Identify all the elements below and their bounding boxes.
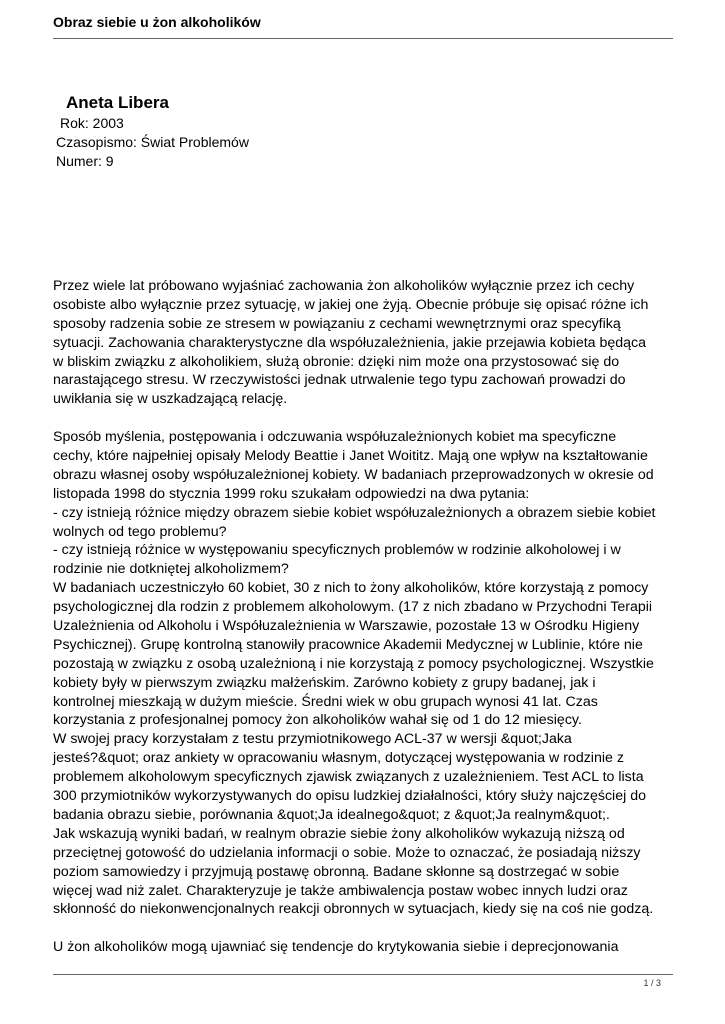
- body-line: kontrolnej mieszkają w dużym mieście. Średni wiek w obu grupach wynosi 41 lat. Czas: [53, 693, 598, 710]
- body-line: poziom samowiedzy i przyjmują postawę obronną. Badane skłonne są dostrzegać w sobie: [53, 863, 620, 880]
- year-label: Rok: 2003: [60, 115, 124, 131]
- body-line: psychologicznej dla rodzin z problemem alkoholowym. (17 z nich zbadano w Przychodni Terapii: [53, 599, 653, 616]
- page-footer: [53, 974, 673, 988]
- author-name: Aneta Libera: [66, 93, 169, 112]
- body-line: wolnych od tego problemu?: [53, 523, 227, 540]
- body-line: sytuacji. Zachowania charakterystyczne dla współuzależnienia, jakie przejawia kobieta będąca: [53, 334, 647, 351]
- body-line: W swojej pracy korzystałam z testu przymiotnikowego ACL-37 w wersji &quot;Jaka: [53, 731, 572, 748]
- body-line: uwikłania się w uszkadzającą relację.: [53, 391, 288, 408]
- body-line: osobiste albo wyłącznie przez sytuację, w jakiej one żyją. Obecnie próbuje się opisać różne ich: [53, 296, 649, 313]
- body-line: Przez wiele lat próbowano wyjaśniać zachowania żon alkoholików wyłącznie przez ich cechy: [53, 278, 635, 294]
- body-line: 300 przymiotników wykorzystywanych do opisu ludzkiej działalności, który służy najczęściej do: [53, 788, 646, 805]
- body-line: jesteś?&quot; oraz ankiety w opracowaniu własnym, dotyczącej występowania w rodzinie z: [53, 750, 624, 767]
- document-title: Obraz siebie u żon alkoholików: [53, 14, 261, 30]
- body-line: Jak wskazują wyniki badań, w realnym obrazie siebie żony alkoholików wykazują niższą od: [53, 825, 625, 842]
- body-line: - czy istnieją różnice między obrazem siebie kobiet współuzależnionych a obrazem siebie kobiet: [53, 504, 656, 521]
- body-line: Psychicznej). Grupę kontrolną stanowiły pracownice Akademii Medycznej w Lublinie, które nie: [53, 636, 643, 653]
- body-line: problemem alkoholowym specyficznych zjawisk związanych z uzależnieniem. Test ACL to lista: [53, 769, 644, 786]
- paragraph-break: [53, 409, 675, 428]
- body-line: narastającego stresu. W rzeczywistości jednak utrwalenie tego typu zachowań prowadzi do: [53, 372, 626, 389]
- body-line: - czy istnieją różnice w występowaniu specyficznych problemów w rodzinie alkoholowej i w: [53, 542, 621, 559]
- body-line: korzystania z profesjonalnej pomocy żon alkoholików wahał się od 1 do 12 miesięcy.: [53, 712, 582, 729]
- body-line: listopada 1998 do stycznia 1999 roku szukałam odpowiedzi na dwa pytania:: [53, 485, 530, 502]
- article-meta: [56, 114, 249, 171]
- article-body: [53, 277, 675, 957]
- body-line: sposoby radzenia sobie ze stresem w powiązaniu z cechami wewnętrznymi oraz specyfiką: [53, 315, 621, 332]
- body-line: obrazu własnej osoby współuzależnionej kobiety. W badaniach przeprowadzonych w okresie od: [53, 466, 654, 483]
- body-line: rodzinie nie dotkniętej alkoholizmem?: [53, 561, 289, 578]
- page-number: 1 / 3: [643, 978, 661, 988]
- body-line: więcej wad niż zalet. Charakteryzuje je także ambiwalencja postaw wobec innych ludzi oraz: [53, 882, 628, 899]
- issue-label: Numer: 9: [56, 153, 114, 169]
- body-line: skłonność do niekonwencjonalnych reakcji obronnych w sytuacjach, kiedy się na coś nie godzą.: [53, 901, 654, 918]
- page-header: [53, 12, 673, 39]
- paragraph-break: [53, 919, 675, 938]
- body-line: w bliskim związku z alkoholikiem, służą obronie: dzięki nim może ona przystosować się do: [53, 353, 620, 370]
- body-line: cechy, które najpełniej opisały Melody Beattie i Janet Woititz. Mają one wpływ na kształtowanie: [53, 448, 648, 465]
- body-line: przeciętnej gotowość do udzielania informacji o sobie. Może to oznaczać, że posiadają niższy: [53, 844, 641, 861]
- body-line: pozostają w związku z osobą uzależnioną i nie korzystają z pomocy psychologicznej. Wszystkie: [53, 655, 654, 672]
- journal-label: Czasopismo: Świat Problemów: [56, 134, 249, 150]
- body-line: kobiety były w pierwszym związku małżeńskim. Zarówno kobiety z grupy badanej, jak i: [53, 674, 596, 691]
- body-line: Sposób myślenia, postępowania i odczuwania współuzależnionych kobiet ma specyficzne: [53, 429, 617, 446]
- body-line: W badaniach uczestniczyło 60 kobiet, 30 z nich to żony alkoholików, które korzystają z pomocy: [53, 580, 649, 597]
- body-line: Uzależnienia od Alkoholu i Współuzależnienia w Warszawie, pozostałe 13 w Ośrodku Higieny: [53, 618, 640, 635]
- body-line: badania obrazu siebie, porównania &quot;Ja idealnego&quot; z &quot;Ja realnym&quot;.: [53, 806, 610, 823]
- body-line: U żon alkoholików mogą ujawniać się tendencje do krytykowania siebie i deprecjonowania: [53, 939, 619, 956]
